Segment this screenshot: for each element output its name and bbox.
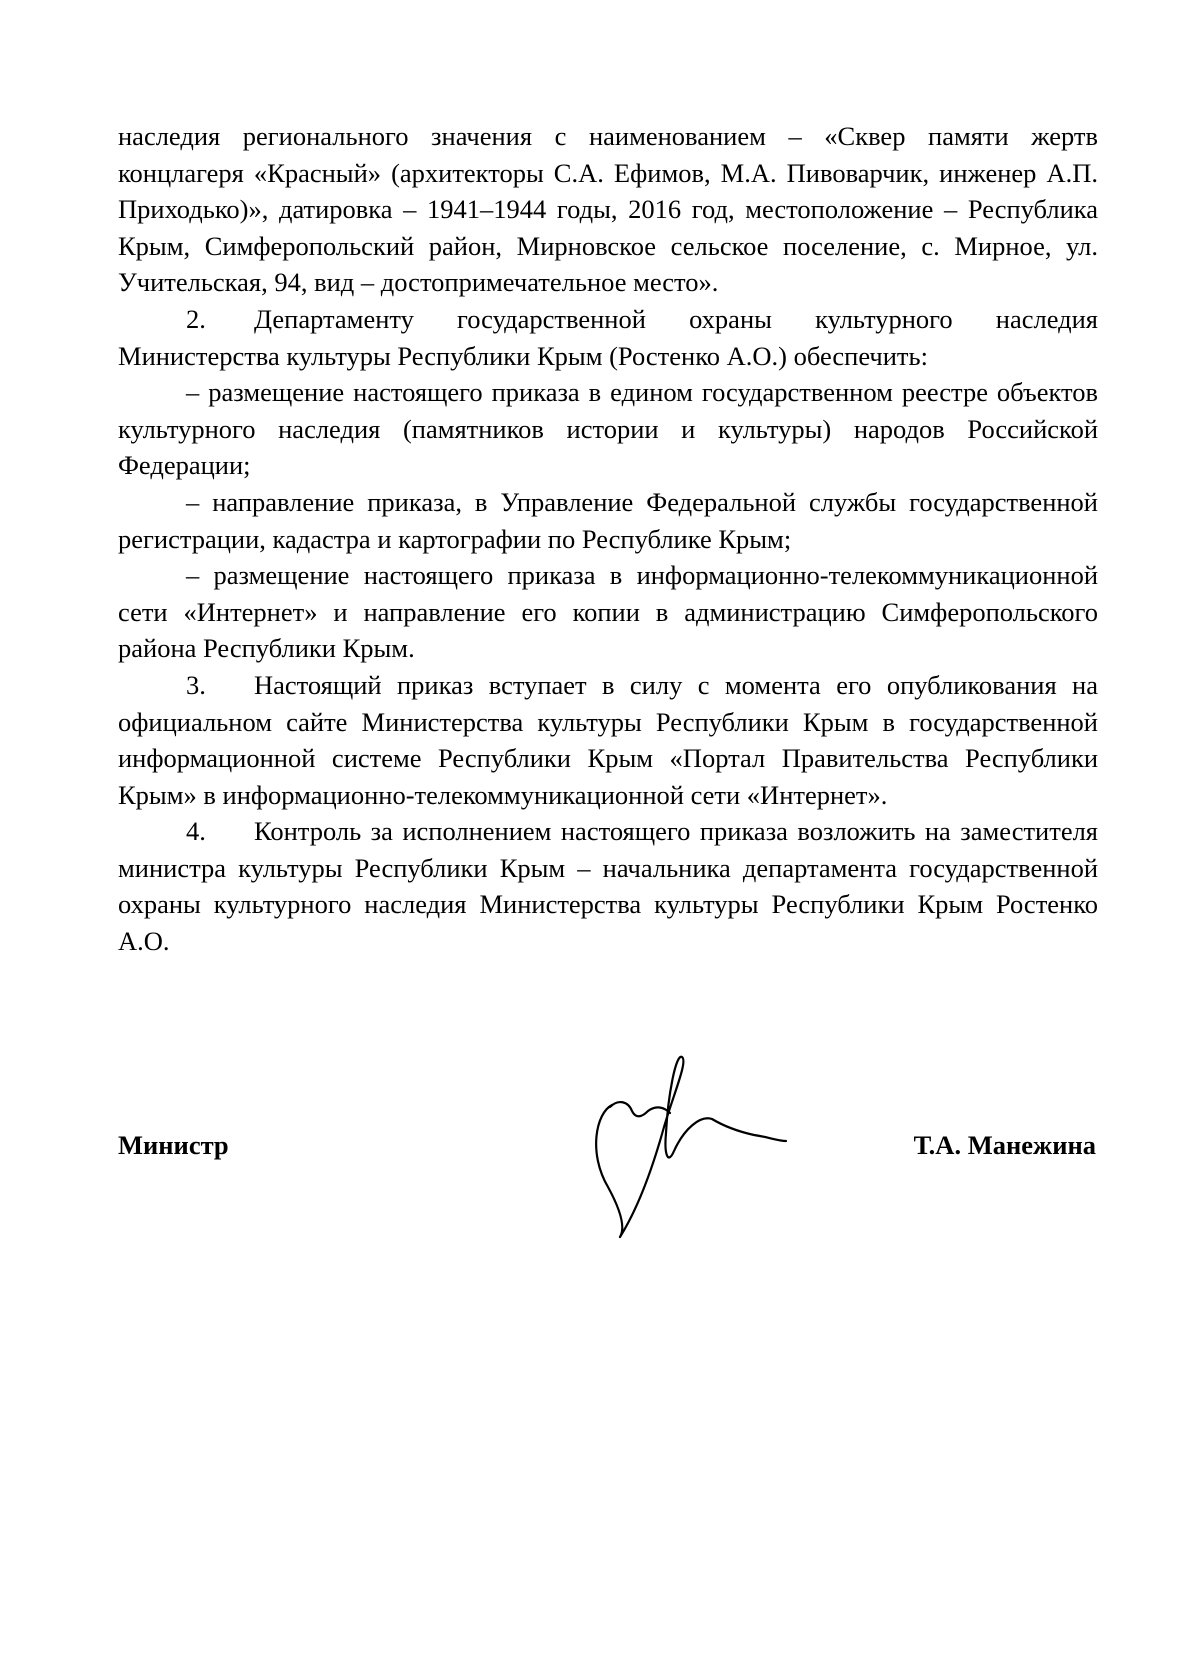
item-number: 4. (186, 816, 206, 847)
signatory-title: Министр (118, 1130, 229, 1160)
paragraph-item-3 (118, 667, 1098, 813)
item-number: 2. (186, 303, 206, 334)
signatory-name: Т.А. Манежина (913, 1130, 1096, 1160)
paragraph-bullet-rosreestr: – направление приказа, в Управление Федеральной службы государственной регистрации, кадастра и картографии по Республике Крым; (118, 486, 1098, 554)
paragraph-item-2 (118, 301, 1098, 374)
document-body (118, 118, 1098, 960)
paragraph-bullet-registry: – размещение настоящего приказа в едином государственном реестре объектов культурного наследия (памятников истории и культуры) народов Российской Федерации; (118, 377, 1098, 481)
paragraph-continuation: наследия регионального значения с наименованием – «Сквер памяти жертв концлагеря «Красный» (архитекторы С.А. Ефимов, М.А. Пивоварчик, инженер А.П. Приходько)», датировка – 1941–1944 годы, 2016 год, местоположение – Республика Крым, Симферопольский район, Мирновское сельское поселение, с. Мирное, ул. Учительская, 94, вид – достопримечательное место». (118, 121, 1098, 298)
paragraph-text: Контроль за исполнением настоящего приказа возложить на заместителя министра культуры Республики Крым – начальника департамента государственной охраны культурного наследия Министерства культуры Республики Крым Ростенко А.О. (118, 816, 1098, 957)
paragraph-text: Департаменту государственной охраны культурного наследия Министерства культуры Республики Крым (Ростенко А.О.) обеспечить: (118, 303, 1098, 371)
paragraph-bullet-internet: – размещение настоящего приказа в информационно-телекоммуникационной сети «Интернет» и направление его копии в администрацию Симферопольского района Республики Крым. (118, 560, 1098, 664)
handwritten-signature-icon (590, 1055, 790, 1245)
item-number: 3. (186, 669, 206, 700)
paragraph-text: Настоящий приказ вступает в силу с момента его опубликования на официальном сайте Министерства культуры Республики Крым в государственной информационной системе Республики Крым «Портал Правительства Республики Крым» в информационно-телекоммуникационной сети «Интернет». (118, 669, 1098, 810)
paragraph-item-4 (118, 813, 1098, 959)
